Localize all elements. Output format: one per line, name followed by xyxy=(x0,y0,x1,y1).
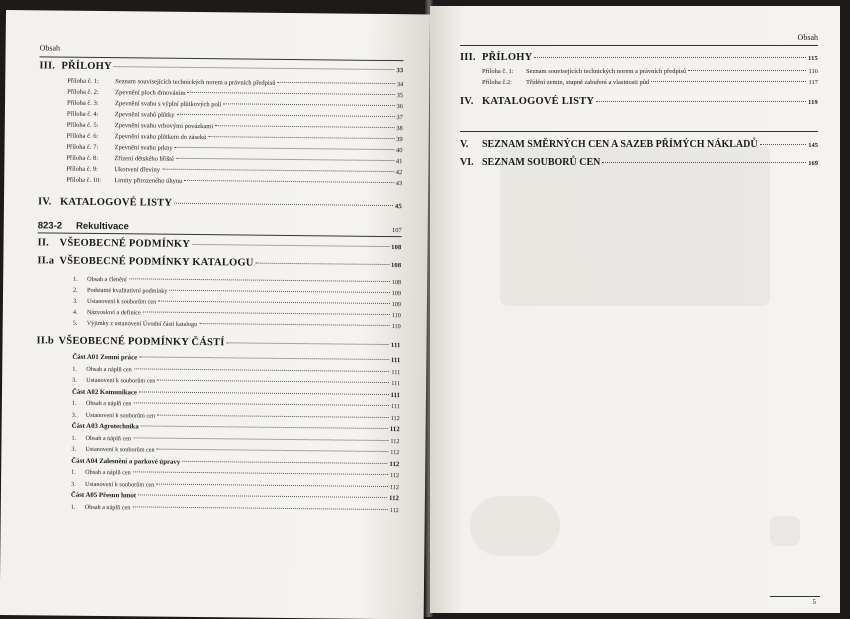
entry-text: Část A03 Agrotechnika xyxy=(71,422,139,431)
entry-text: Ustanovení k souborům cen xyxy=(86,376,156,385)
toc-section-iii: III. PŘÍLOHY 115 xyxy=(460,52,818,63)
entry-text: Seznam souvisejících technických norem a právních předpisů xyxy=(526,68,687,75)
entry-text: Ustanovení k souborům cen xyxy=(85,445,155,454)
page-ref: 38 xyxy=(396,125,403,133)
dot-leader xyxy=(157,449,389,452)
toc-section-vi: VI. SEZNAM SOUBORŮ CEN 169 xyxy=(460,157,818,168)
toc-entry xyxy=(71,446,399,456)
entry-number: Příloha č. 2: xyxy=(67,88,99,96)
entry-text: Obsah a náplň cen xyxy=(86,365,132,373)
dot-leader xyxy=(139,391,389,395)
dot-leader xyxy=(278,82,395,84)
entry-text: Ustanovení k souborům cen xyxy=(85,411,156,420)
entry-number: Příloha č. 7: xyxy=(66,143,99,151)
toc-section-iii: III. PŘÍLOHY 33 xyxy=(39,60,404,75)
entry-text: Ukotvení dřeviny xyxy=(114,166,161,174)
dot-leader xyxy=(157,414,389,417)
part-heading xyxy=(71,457,399,467)
dot-leader xyxy=(175,147,394,150)
entry-text: Limity přirozeného úhynu xyxy=(114,177,183,185)
entry-text: Obsah a náplň cen xyxy=(85,434,132,442)
entry-number: 1. xyxy=(71,399,77,407)
page-ref: 39 xyxy=(396,136,403,144)
entry-text: Část A04 Zalesnění a parkové úpravy xyxy=(71,457,181,466)
entry-text: Ustanovení k souborům cen xyxy=(86,297,157,306)
page-ref: 116 xyxy=(808,68,818,75)
entry-number: Příloha č. 1: xyxy=(67,77,99,85)
entry-number: Příloha č. 10: xyxy=(66,176,102,185)
page-ref: 110 xyxy=(391,312,401,320)
toc-entry xyxy=(73,320,401,330)
entry-number: Příloha č.2: xyxy=(482,79,512,86)
entry-number: 1. xyxy=(70,503,76,511)
part-heading xyxy=(72,354,400,364)
dot-leader xyxy=(143,311,390,315)
toc-entry xyxy=(71,434,399,444)
dot-leader xyxy=(156,483,388,486)
toc-entry xyxy=(71,469,399,479)
dot-leader xyxy=(199,323,389,326)
appendix-entry xyxy=(66,166,402,177)
dot-leader xyxy=(184,180,393,183)
page-ref: 112 xyxy=(390,449,400,457)
entry-text: Zpevnění svahu vrbovými povázkami xyxy=(114,122,214,131)
toc-section-v: V. SEZNAM SMĚRNÝCH CEN A SAZEB PŘÍMÝCH NÁKLADŮ 145 xyxy=(460,139,818,150)
dot-leader xyxy=(133,471,388,475)
entry-text: Obsah a náplň cen xyxy=(85,468,131,477)
dot-leader xyxy=(134,368,390,372)
dot-leader xyxy=(129,278,390,282)
page-ref: 36 xyxy=(396,103,404,111)
entry-text: Část A05 Přesun hmot xyxy=(70,491,137,500)
entry-text: Výjimky z ustanovení Úvodní části katalogu xyxy=(86,319,198,329)
page-ref: 111 xyxy=(391,368,401,376)
entry-number: 5. xyxy=(72,319,78,327)
page-header: Obsah xyxy=(797,33,818,42)
dot-leader xyxy=(176,158,394,161)
page-ref: 111 xyxy=(390,357,401,365)
part-heading xyxy=(71,492,399,502)
header-rule xyxy=(460,45,818,46)
entry-number: Příloha č. 9: xyxy=(66,165,98,173)
entry-text: Obsah a členění xyxy=(87,275,127,284)
entry-number: Příloha č. 1: xyxy=(482,68,514,75)
divider-rule xyxy=(460,131,818,132)
entry-number: 4. xyxy=(72,308,78,316)
dot-leader xyxy=(215,125,394,128)
entry-number: 1. xyxy=(73,275,78,283)
left-page xyxy=(0,10,430,619)
appendix-entry xyxy=(67,133,403,144)
toc-section-iv: IV. KATALOGOVÉ LISTY 119 xyxy=(460,96,818,107)
dot-leader xyxy=(223,103,394,106)
entry-text: Zřízení dětského hřiště xyxy=(114,155,175,163)
dot-leader xyxy=(138,494,387,498)
section-heading: 823-2 Rekultivace 107 xyxy=(37,220,402,235)
toc-entry xyxy=(73,276,401,286)
page-ref: 112 xyxy=(389,483,400,491)
dot-leader xyxy=(158,301,389,304)
entry-number: 1. xyxy=(71,468,76,476)
toc-entry xyxy=(72,365,400,375)
entry-number: 3. xyxy=(71,411,77,419)
appendix-entry xyxy=(66,177,402,188)
dot-leader xyxy=(170,290,390,293)
entry-text: Zpevnění svahu prkny xyxy=(114,144,173,152)
toc-entry xyxy=(73,309,401,319)
page-number: 5 xyxy=(812,598,816,606)
page-ref: 110 xyxy=(391,323,401,331)
toc-section-iia: II.a VŠEOBECNÉ PODMÍNKY KATALOGU 108 xyxy=(37,255,402,270)
dot-leader xyxy=(133,402,389,406)
dot-leader xyxy=(139,356,389,360)
page-ref: 111 xyxy=(391,380,401,388)
dot-leader xyxy=(141,425,388,429)
entry-text: Třídění zemin, stupně zabuření a vlastnosti půd xyxy=(526,79,650,86)
entry-text: Názvosloví a definice xyxy=(86,308,141,317)
entry-text: Část A02 Komunikace xyxy=(71,388,137,396)
page-ref: 112 xyxy=(390,472,400,480)
page-ref: 109 xyxy=(391,290,402,298)
entry-number: 1. xyxy=(72,365,77,373)
appendix-entry xyxy=(67,144,403,155)
appendix-entry xyxy=(67,122,403,133)
page-header: Obsah xyxy=(39,43,61,53)
entry-number: 3. xyxy=(71,480,76,488)
dot-leader xyxy=(133,437,388,441)
entry-text: Ustanovení k souborům cen xyxy=(85,480,155,489)
dot-leader xyxy=(176,114,394,117)
page-ref: 112 xyxy=(390,414,400,422)
bleed-through-shadow xyxy=(770,516,800,546)
page-ref: 40 xyxy=(396,147,403,155)
dot-leader xyxy=(162,169,394,172)
page-ref: 34 xyxy=(396,81,404,89)
entry-number: Příloha č. 4: xyxy=(66,110,99,118)
appendix-entry xyxy=(66,155,402,166)
entry-number: Příloha č. 8: xyxy=(66,154,99,162)
entry-text: Seznam souvisejících technických norem a právních předpisů xyxy=(115,78,276,87)
appendix-entry xyxy=(482,79,818,86)
entry-number: 3. xyxy=(72,376,77,384)
entry-text: Část A01 Zemní práce xyxy=(72,353,138,362)
page-ref: 41 xyxy=(395,158,403,166)
toc-entry xyxy=(72,411,400,421)
footer-rule xyxy=(770,596,820,597)
dot-leader xyxy=(688,70,806,71)
appendix-entry xyxy=(67,89,403,100)
bleed-through-shadow xyxy=(500,146,770,306)
page-ref: 117 xyxy=(808,79,818,86)
toc-entry xyxy=(71,503,399,513)
toc-entry xyxy=(73,287,401,297)
dot-leader xyxy=(651,81,806,82)
page-ref: 43 xyxy=(395,180,403,188)
entry-text: Zpevnění svahů plůtky xyxy=(114,111,175,119)
toc-entry xyxy=(73,298,401,308)
dot-leader xyxy=(182,460,387,463)
toc-entry xyxy=(72,377,400,387)
right-page xyxy=(430,6,840,613)
page-ref: 111 xyxy=(390,391,401,399)
entry-number: 3. xyxy=(72,297,78,305)
entry-number: 2. xyxy=(73,286,78,294)
page-ref: 108 xyxy=(391,279,402,287)
part-heading xyxy=(72,423,400,433)
bleed-through-shadow xyxy=(470,496,560,556)
toc-entry xyxy=(72,400,400,410)
dot-leader xyxy=(132,506,387,510)
page-ref: 111 xyxy=(391,403,400,411)
page-ref: 112 xyxy=(389,460,400,468)
page-ref: 112 xyxy=(389,506,399,514)
entry-text: Zpevnění svahu plůtkem do zásekú xyxy=(114,133,207,142)
dot-leader xyxy=(157,380,389,383)
dot-leader xyxy=(208,136,394,139)
appendix-entry xyxy=(67,111,403,122)
toc-entry xyxy=(71,480,399,490)
toc-section-iib: II.b VŠEOBECNÉ PODMÍNKY ČÁSTÍ 111 xyxy=(36,335,401,350)
page-ref: 109 xyxy=(391,301,401,309)
appendix-entry xyxy=(482,68,818,75)
entry-text: Zpevnění svahu s výplní plůtkových polí xyxy=(114,100,222,109)
entry-text: Obsah a náplň cen xyxy=(85,399,132,408)
entry-text: Podstatné kvalitativní podmínky xyxy=(87,286,168,295)
page-ref: 112 xyxy=(389,495,399,503)
page-ref: 42 xyxy=(395,169,403,177)
page-ref: 112 xyxy=(390,437,400,445)
page-ref: 35 xyxy=(396,92,404,100)
entry-number: 3. xyxy=(71,445,77,453)
appendix-entry xyxy=(67,100,403,111)
entry-text: Zpevnění ploch drnováním xyxy=(115,89,186,97)
part-heading xyxy=(72,388,400,398)
page-ref: 112 xyxy=(389,426,400,434)
page-ref: 37 xyxy=(396,114,403,122)
entry-number: Příloha č. 6: xyxy=(66,132,99,140)
entry-number: Příloha č. 3: xyxy=(66,99,99,107)
toc-section-ii: II. VŠEOBECNÉ PODMÍNKY 108 xyxy=(37,237,402,252)
entry-text: Obsah a náplň cen xyxy=(84,503,131,511)
appendix-entry xyxy=(67,78,403,89)
entry-number: 1. xyxy=(71,434,77,442)
dot-leader xyxy=(188,92,395,95)
entry-number: Příloha č. 5: xyxy=(66,121,99,129)
toc-section-iv: IV. KATALOGOVÉ LISTY 45 xyxy=(37,196,402,211)
